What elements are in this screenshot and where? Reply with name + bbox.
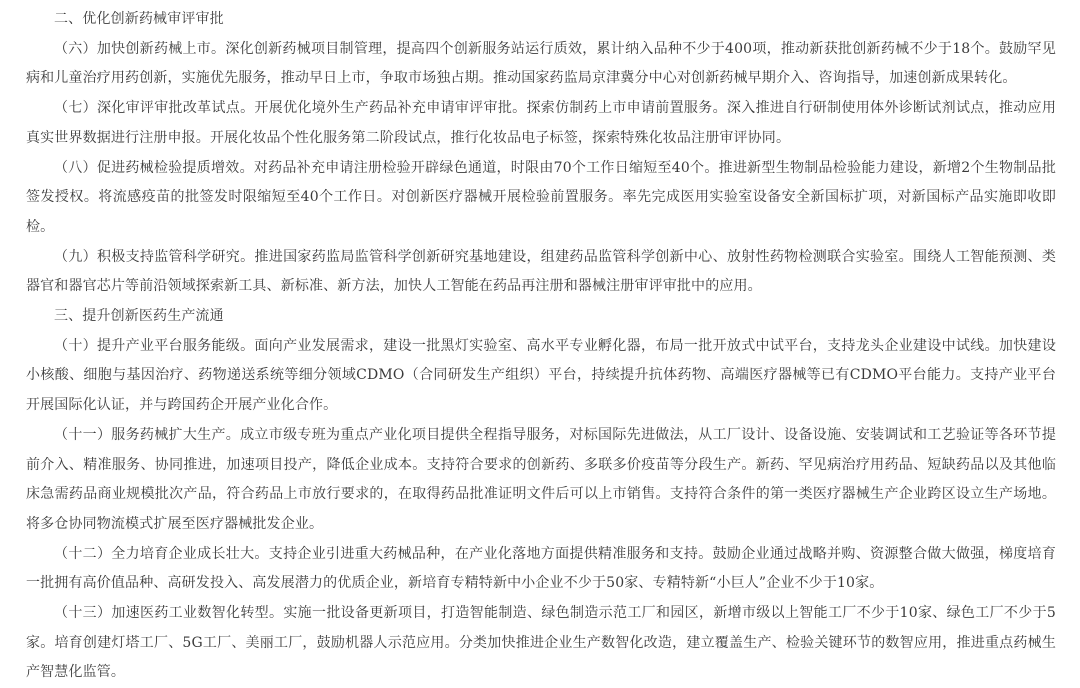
section-heading: 二、优化创新药械审评审批 (54, 11, 224, 27)
paragraph: （十三）加速医药工业数智化转型。实施一批设备更新项目，打造智能制造、绿色制造示范工厂和园区，新增市级以上智能工厂不少于10家、绿色工厂不少于5家。培育创建灯塔工厂、5G工厂、美丽工厂，鼓励机器人示范应用。分类加快推进企业生产数智化改造，建立覆盖生产、检验关键环节的数智应用，推进重点药械生产智慧化监管。 (26, 605, 1056, 681)
paragraph: （八）促进药械检验提质增效。对药品补充申请注册检验开辟绿色通道，时限由70个工作日缩短至40个。推进新型生物制品检验能力建设，新增2个生物制品批签发授权。将流感疫苗的批签发时限缩短至40个工作日。对创新医疗器械开展检验前置服务。率先完成医用实验室设备安全新国标扩项，对新国标产品实施即收即检。 (26, 159, 1056, 235)
paragraph: （十一）服务药械扩大生产。成立市级专班为重点产业化项目提供全程指导服务，对标国际先进做法，从工厂设计、设备设施、安装调试和工艺验证等各环节提前介入、精准服务、协同推进，加速项目投产，降低企业成本。支持符合要求的创新药、多联多价疫苗等分段生产。新药、罕见病治疗用药品、短缺药品以及其他临床急需药品商业规模批次产品，符合药品上市放行要求的，在取得药品批准证明文件后可以上市销售。支持符合条件的第一类医疗器械生产企业跨区设立生产场地。将多仓协同物流模式扩展至医疗器械批发企业。 (26, 426, 1056, 532)
paragraph: （七）深化审评审批改革试点。开展优化境外生产药品补充申请审评审批。探索仿制药上市申请前置服务。深入推进自行研制使用体外诊断试剂试点，推动应用真实世界数据进行注册申报。开展化妆品个性化服务第二阶段试点，推行化妆品电子标签，探索特殊化妆品注册审评协同。 (26, 100, 1056, 146)
section-heading: 三、提升创新医药生产流通 (54, 308, 224, 325)
paragraph: （九）积极支持监管科学研究。推进国家药监局监管科学创新研究基地建设，组建药品监管科学创新中心、放射性药物检测联合实验室。围绕人工智能预测、类器官和器官芯片等前沿领域探索新工具、新标准、新方法，加快人工智能在药品再注册和器械注册审评审批中的应用。 (26, 248, 1056, 295)
document-body (26, 5, 1056, 688)
paragraph: （六）加快创新药械上市。深化创新药械项目制管理，提高四个创新服务站运行质效，累计纳入品种不少于400项，推动新获批创新药械不少于18个。鼓励罕见病和儿童治疗用药创新，实施优先服务，推动早日上市，争取市场独占期。推动国家药监局京津冀分中心对创新药械早期介入、咨询指导，加速创新成果转化。 (26, 40, 1056, 87)
paragraph: （十二）全力培育企业成长壮大。支持企业引进重大药械品种，在产业化落地方面提供精准服务和支持。鼓励企业通过战略并购、资源整合做大做强，梯度培育一批拥有高价值品种、高研发投入、高发展潜力的优质企业，新培育专精特新中小企业不少于50家、专精特新“小巨人”企业不少于10家。 (26, 545, 1056, 592)
paragraph: （十）提升产业平台服务能级。面向产业发展需求，建设一批黑灯实验室、高水平专业孵化器，布局一批开放式中试平台，支持龙头企业建设中试线。加快建设小核酸、细胞与基因治疗、药物递送系统等细分领域CDMO（合同研发生产组织）平台，持续提升抗体药物、高端医疗器械等已有CDMO平台能力。支持产业平台开展国际化认证，并与跨国药企开展产业化合作。 (26, 337, 1056, 414)
